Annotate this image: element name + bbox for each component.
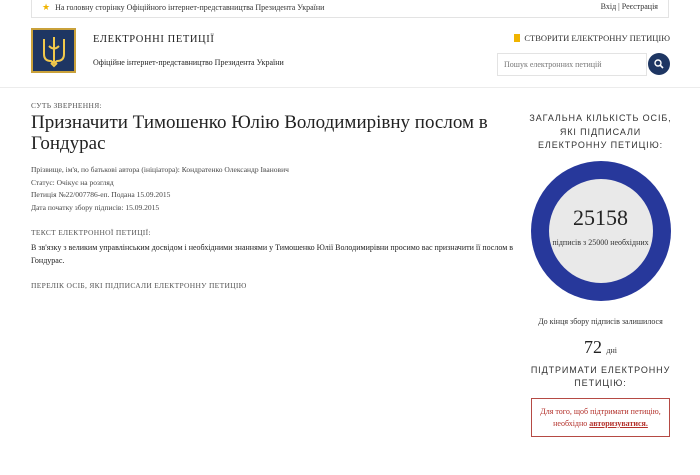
signature-progress-ring (531, 161, 671, 301)
signatures-needed: підписів з 25000 необхідних (552, 237, 649, 247)
site-subtitle: Офіційне інтернет-представництво Президента України (93, 58, 284, 67)
remaining-label: До кінця збору підписів залишилося (538, 316, 663, 326)
section-label: СУТЬ ЗВЕРНЕННЯ: (31, 101, 102, 110)
login-link[interactable]: Вхід (600, 2, 617, 11)
site-title[interactable]: ЕЛЕКТРОННІ ПЕТИЦІЇ (93, 34, 215, 45)
signature-sidebar (527, 112, 674, 437)
petition-text-label: ТЕКСТ ЕЛЕКТРОННОЇ ПЕТИЦІЇ: (31, 228, 151, 237)
search-button[interactable] (648, 53, 670, 75)
register-link[interactable]: Реєстрація (621, 2, 658, 11)
days-unit: дні (606, 345, 618, 355)
petition-content (31, 101, 516, 290)
notice-text: Для того, щоб підтримати петицію, необхідно (540, 406, 661, 428)
auth-links (601, 2, 658, 11)
auth-separator: | (618, 2, 620, 11)
trident-emblem-graphic (39, 34, 69, 68)
star-icon: ★ (42, 2, 51, 12)
create-petition-label: СТВОРИТИ ЕЛЕКТРОННУ ПЕТИЦІЮ (524, 33, 670, 43)
petition-start-date: Дата початку збору підписів: 15.09.2015 (31, 202, 160, 212)
signers-list-link[interactable]: ПЕРЕЛІК ОСІБ, ЯКІ ПІДПИСАЛИ ЕЛЕКТРОННУ ПЕТИЦІЮ (31, 281, 247, 290)
days-count: 72 (583, 336, 602, 357)
header-divider (0, 87, 700, 88)
support-heading: ПІДТРИМАТИ ЕЛЕКТРОННУ ПЕТИЦІЮ: (530, 364, 671, 388)
petition-text: В зв'язку з великим управлінським досвідом і необхідними знаннями у Тимошенко Юлії Володимирівни просимо вас призначити її послом в Гондурас. (31, 243, 514, 265)
home-link[interactable] (42, 2, 324, 13)
total-signatures-heading: ЗАГАЛЬНА КІЛЬКІСТЬ ОСІБ, ЯКІ ПІДПИСАЛИ ЕЛЕКТРОННУ ПЕТИЦІЮ: (529, 113, 672, 150)
petition-status: Статус: Очікує на розгляд (31, 177, 114, 187)
search-icon (654, 59, 664, 69)
petition-number: Петиція №22/007786-еп. Подана 15.09.2015 (31, 190, 171, 199)
signature-progress-inner (549, 179, 653, 283)
login-notice (531, 398, 670, 437)
search-input[interactable] (497, 53, 647, 76)
authorize-link[interactable]: авторизуватися. (589, 418, 648, 428)
create-petition-link[interactable] (514, 33, 670, 43)
trident-emblem[interactable] (31, 28, 76, 73)
top-bar-inner (31, 0, 669, 18)
petition-title: Призначити Тимошенко Юлію Володимирівну послом в Гондурас (31, 112, 488, 154)
home-link-label: На головну сторінку Офіційного інтернет-представництва Президента України (55, 3, 325, 12)
petition-author: Прізвище, ім'я, по батькові автора (ініціатора): Кондратенко Олександр Іванович (31, 165, 289, 174)
petition-meta (31, 164, 516, 214)
signature-count: 25158 (573, 204, 628, 230)
top-bar (0, 0, 700, 20)
days-remaining (527, 337, 674, 358)
document-icon (514, 34, 520, 42)
